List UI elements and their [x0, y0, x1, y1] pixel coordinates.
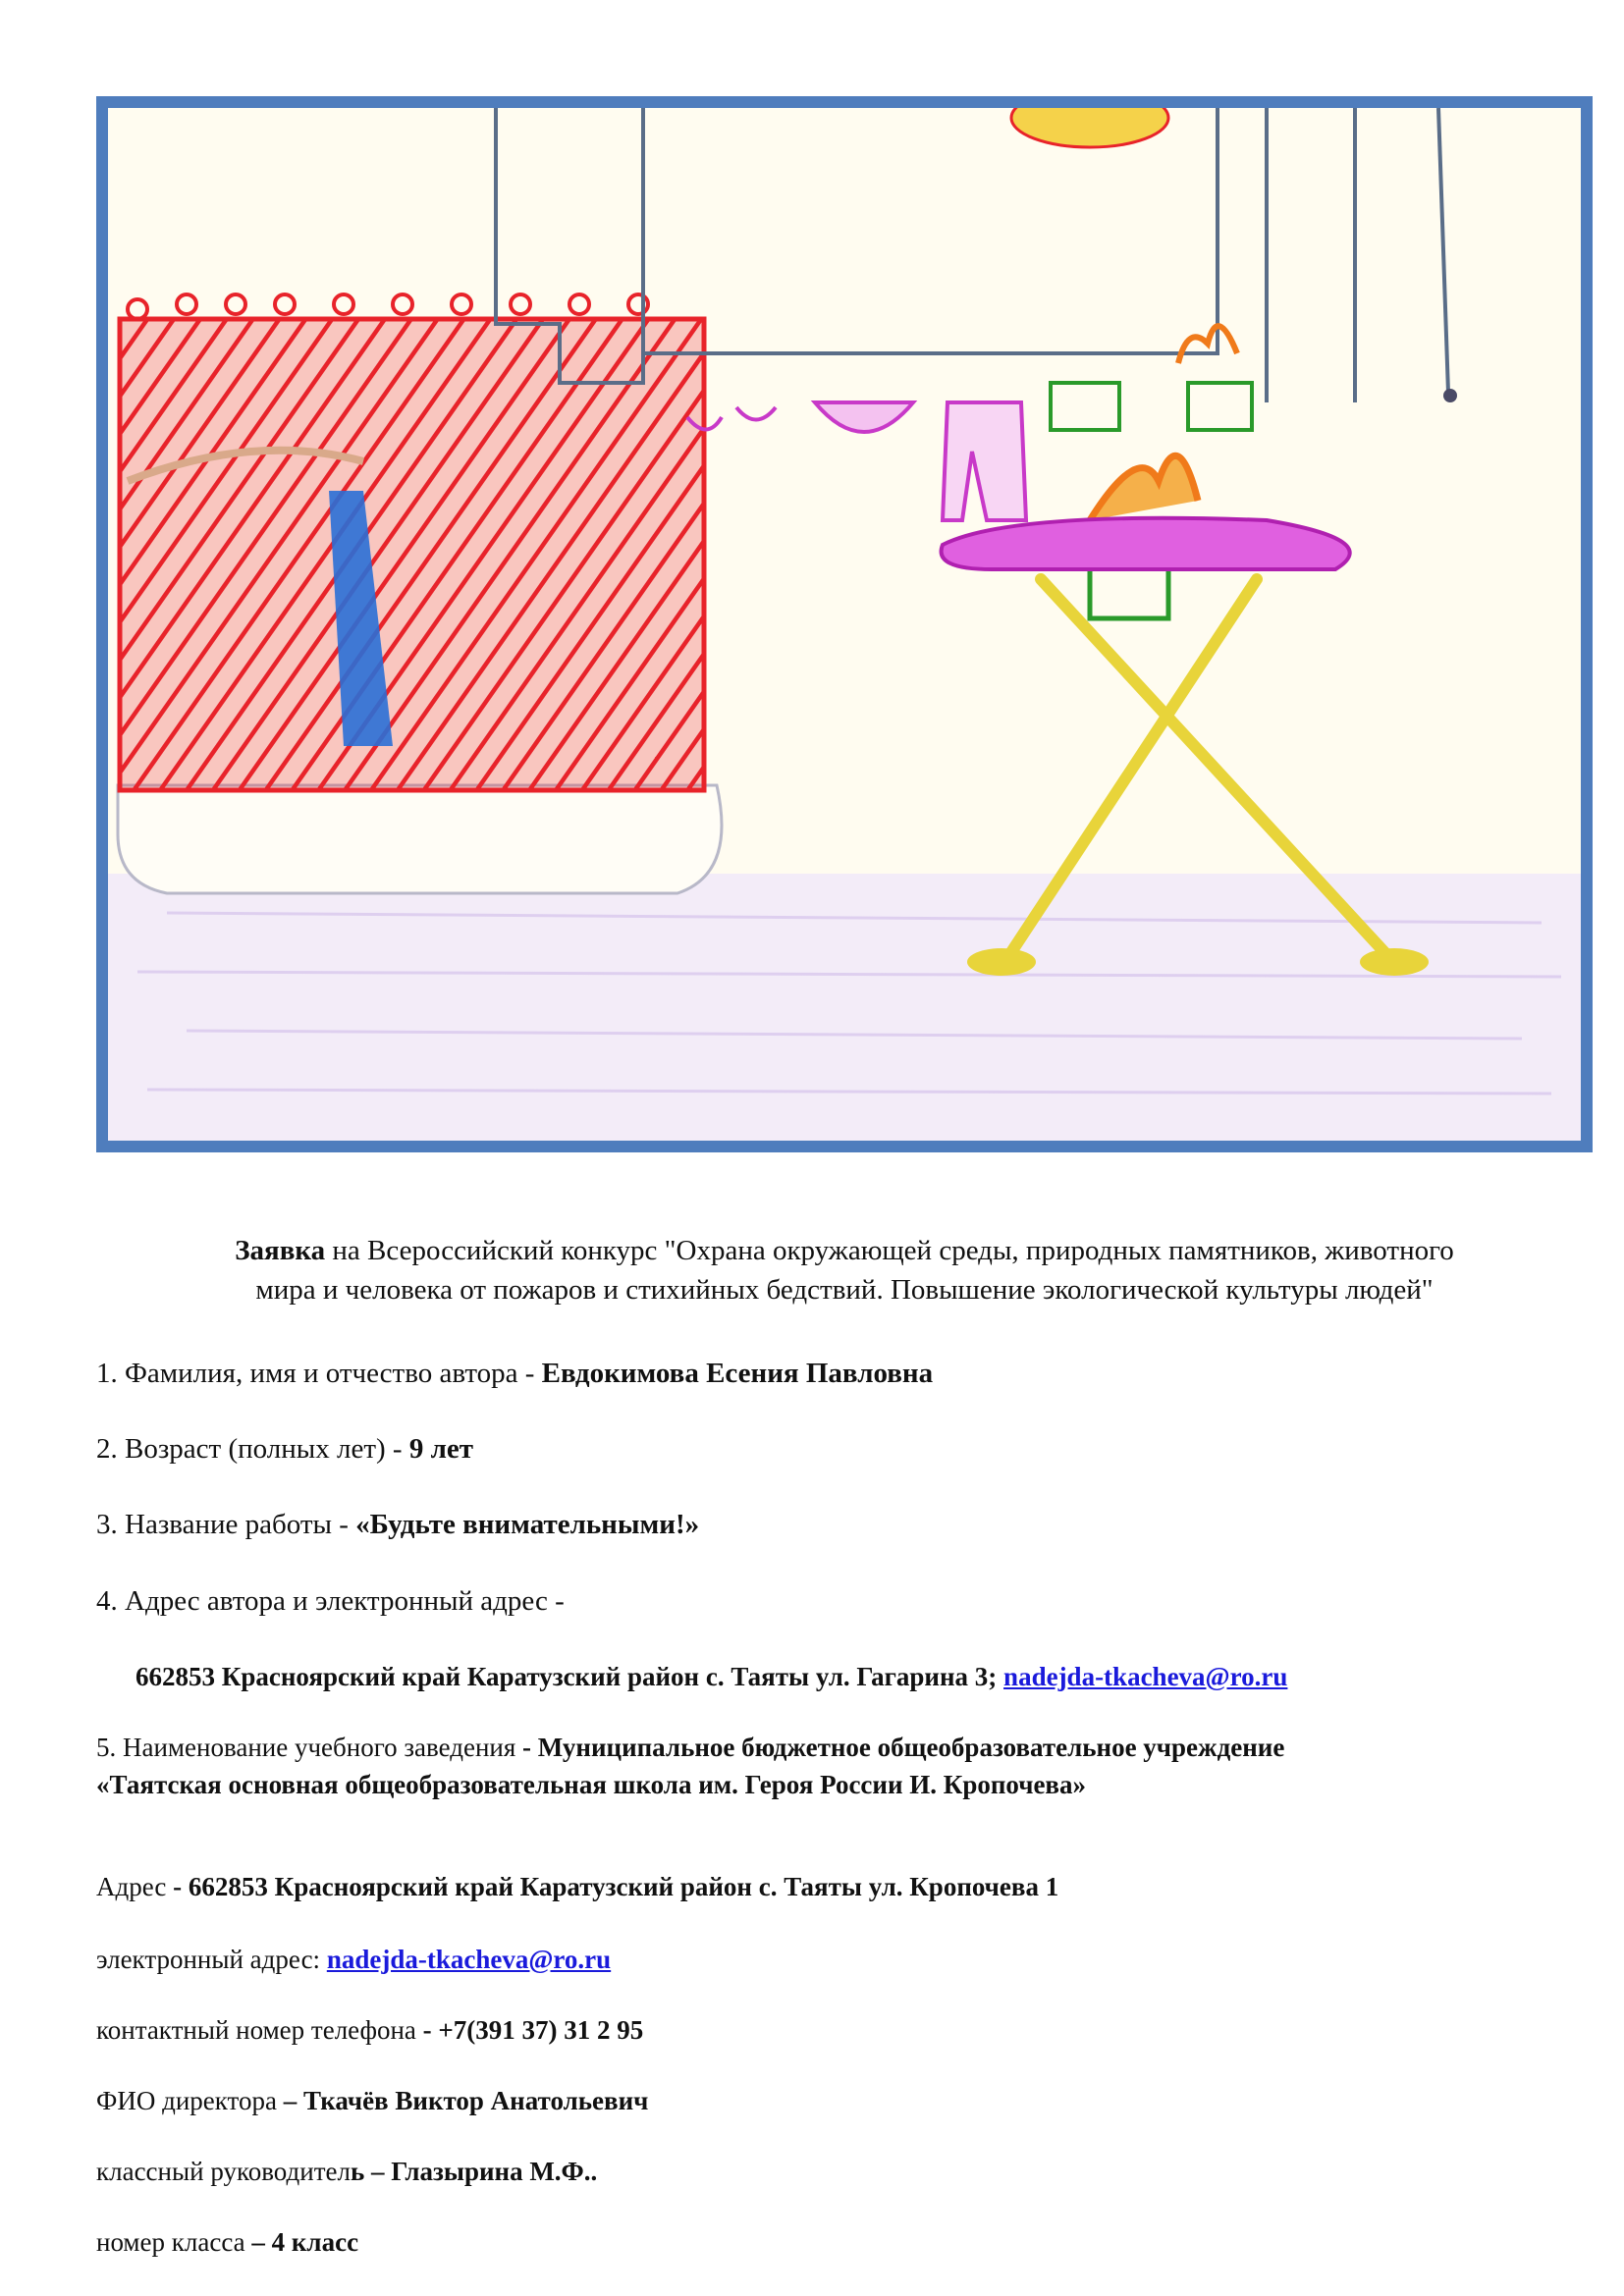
- school-email-line: [96, 1942, 611, 1977]
- teacher-value: ь – Глазырина М.Ф..: [350, 2157, 598, 2186]
- work-value: «Будьте внимательными!»: [355, 1509, 700, 1540]
- director-label: ФИО директора: [96, 2086, 284, 2115]
- author-line: [96, 1356, 933, 1391]
- phone-line: [96, 2012, 643, 2048]
- author-address-line: [135, 1659, 1287, 1694]
- teacher-line: [96, 2154, 597, 2189]
- school-value2: «Таятская основная общеобразовательная школа им. Героя России И. Кропочева»: [96, 1770, 1087, 1799]
- address-label: 4. Адрес автора и электронный адрес -: [96, 1585, 565, 1617]
- title-line2: мира и человека от пожаров и стихийных бедствий. Повышение экологической культуры людей": [255, 1274, 1434, 1306]
- age-line: [96, 1431, 473, 1467]
- author-email-link[interactable]: nadejda-tkacheva@ro.ru: [1003, 1662, 1288, 1691]
- application-title: [96, 1231, 1593, 1309]
- school-value1: - Муниципальное бюджетное общеобразовательное учреждение: [522, 1733, 1285, 1762]
- teacher-label: классный руководител: [96, 2157, 351, 2186]
- work-label: 3. Название работы -: [96, 1509, 356, 1540]
- phone-value: - +7(391 37) 31 2 95: [422, 2015, 644, 2045]
- author-address-value: 662853 Красноярский край Каратузский район с. Таяты ул. Гагарина 3;: [135, 1662, 1004, 1691]
- class-label: номер класса: [96, 2227, 252, 2257]
- school-email-label: электронный адрес:: [96, 1945, 327, 1974]
- title-bold: Заявка: [235, 1235, 326, 1266]
- school-address-value: - 662853 Красноярский край Каратузский район с. Таяты ул. Кропочева 1: [173, 1872, 1059, 1901]
- childrens-drawing: [108, 108, 1581, 1141]
- director-line: [96, 2083, 648, 2118]
- age-label: 2. Возраст (полных лет) -: [96, 1433, 409, 1465]
- class-line: [96, 2224, 358, 2260]
- title-line1: на Всероссийский конкурс "Охрана окружающей среды, природных памятников, животного: [325, 1235, 1454, 1266]
- school-name-line2: [96, 1767, 1086, 1802]
- school-label: 5. Наименование учебного заведения: [96, 1733, 523, 1762]
- author-value: Евдокимова Есения Павловна: [541, 1358, 934, 1389]
- author-label: 1. Фамилия, имя и отчество автора -: [96, 1358, 542, 1389]
- work-title-line: [96, 1507, 699, 1542]
- phone-label: контактный номер телефона: [96, 2015, 423, 2045]
- school-address-line: [96, 1869, 1058, 1904]
- age-value: 9 лет: [408, 1433, 473, 1465]
- school-email-link[interactable]: nadejda-tkacheva@ro.ru: [326, 1945, 612, 1974]
- director-value: – Ткачёв Виктор Анатольевич: [283, 2086, 649, 2115]
- class-value: – 4 класс: [251, 2227, 359, 2257]
- drawing-frame: [96, 96, 1593, 1152]
- school-address-label: Адрес: [96, 1872, 174, 1901]
- address-label-line: [96, 1583, 565, 1619]
- school-name-line1: [96, 1730, 1284, 1765]
